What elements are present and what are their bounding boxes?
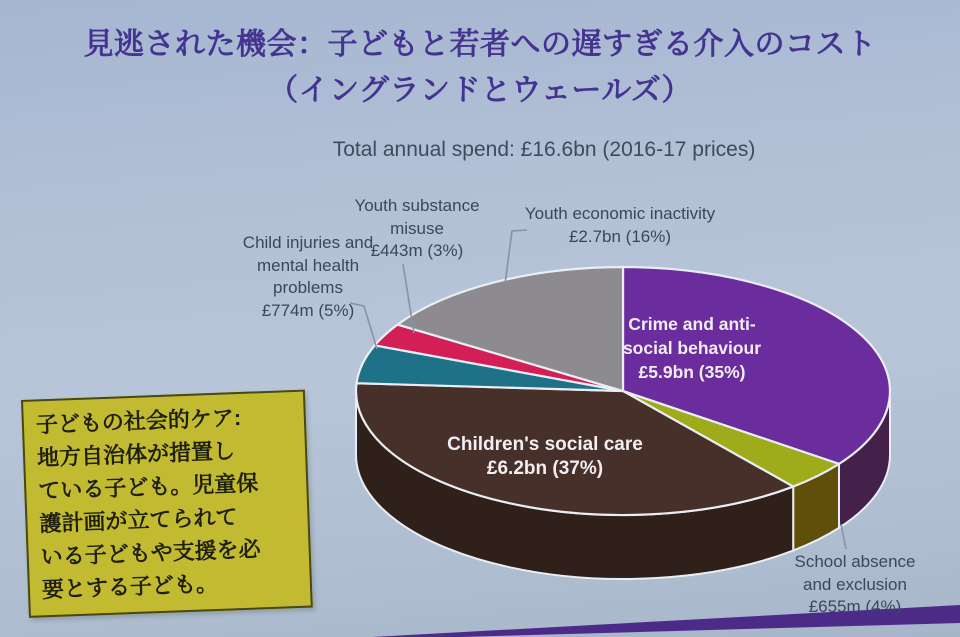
pie-label-youth-substance-misuse — [354, 195, 479, 263]
pie-label-line: £6.2bn (37%) — [486, 458, 604, 479]
pie-label-line: mental health — [256, 255, 360, 275]
pie-label-line: £774m (5%) — [261, 300, 355, 320]
pie-label-line: School absence — [794, 552, 916, 571]
pie-label-school-absence-and-exclusion — [795, 551, 916, 619]
pie-label-line: Crime and anti- — [628, 314, 756, 334]
note-box-text: 子どもの社会的ケア: 地方自治体が措置し ている子ども。児童保 護計画が立てられて いる子どもや支援を必 要とする子ども。 — [35, 404, 262, 603]
pie-label-line: social behaviour — [622, 338, 762, 358]
pie-label-line: Child injuries and — [242, 233, 374, 252]
pie-label-line: £443m (3%) — [370, 241, 464, 260]
note-box — [21, 390, 313, 618]
slide-title-line2: （イングランドとウェールズ） — [268, 74, 692, 107]
slide-title-line1: 見逃された機会：子どもと若者への遅すぎる介入のコスト — [83, 28, 877, 61]
pie-label-crime-and-anti-social-behaviour — [623, 312, 761, 384]
leader-line-school-absence-and-exclusion — [841, 524, 846, 549]
pie-label-line: misuse — [390, 218, 444, 238]
pie-label-line: Children's social care — [447, 434, 643, 455]
pie-label-line: £2.7bn (16%) — [568, 227, 672, 246]
pie-label-line: £655m (4%) — [808, 597, 902, 616]
pie-label-line: Youth substance — [354, 196, 480, 215]
pie-label-line: problems — [273, 278, 343, 297]
pie-label-line: and exclusion — [803, 574, 907, 594]
pie-label-line: £5.9bn (35%) — [638, 362, 746, 382]
pie-label-line: Youth economic inactivity — [524, 204, 716, 223]
pie-label-children-s-social-care — [447, 433, 643, 481]
pie-label-youth-economic-inactivity — [525, 202, 715, 248]
chart-title: Total annual spend: £16.6bn (2016-17 prices) — [332, 138, 756, 161]
